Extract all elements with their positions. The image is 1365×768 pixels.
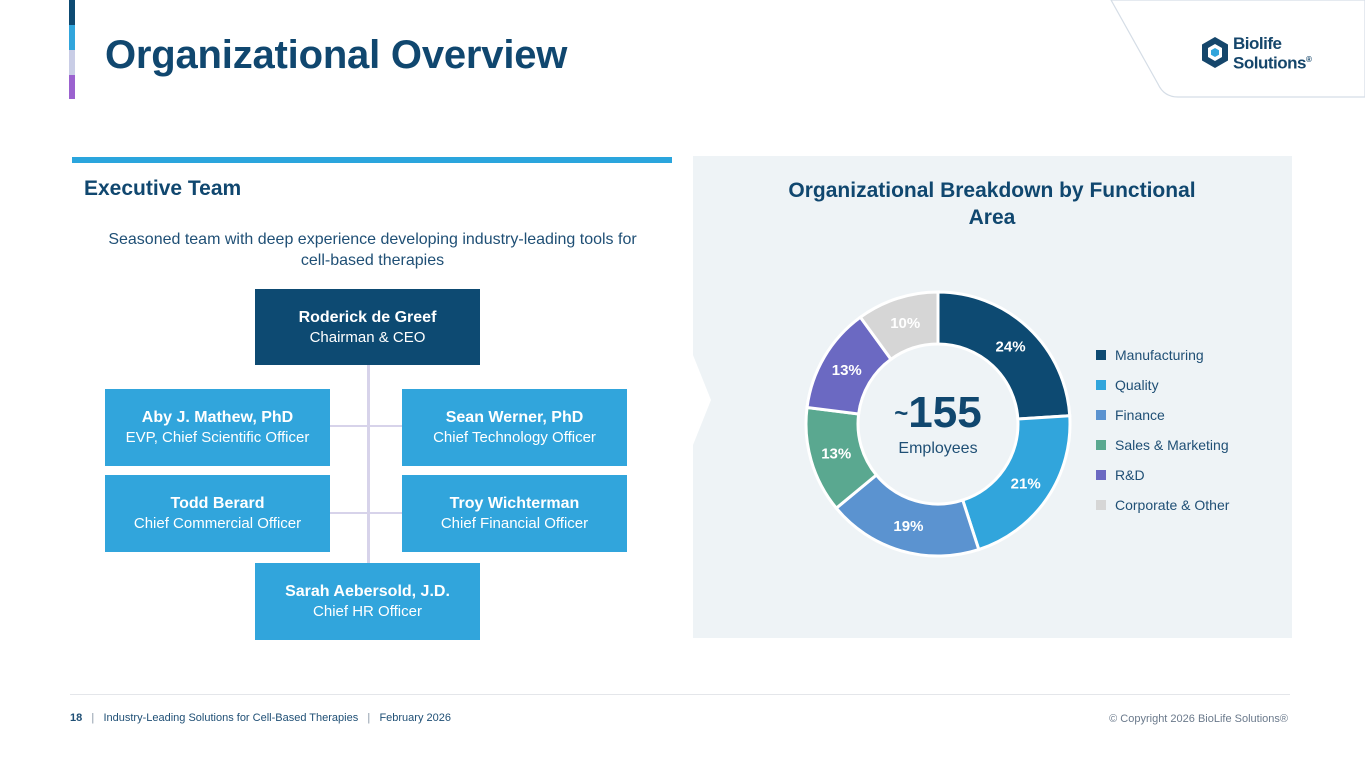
- footer-separator: |: [367, 712, 371, 724]
- org-box-chro: [255, 563, 480, 640]
- legend-label: Corporate & Other: [1115, 497, 1230, 513]
- executive-role: Chief Technology Officer: [433, 429, 596, 446]
- org-box-ceo: [255, 289, 480, 365]
- executive-role: Chief HR Officer: [313, 603, 422, 620]
- employee-count-value: 155: [908, 388, 982, 437]
- org-box-cfo: [402, 475, 627, 552]
- chart-title: Organizational Breakdown by Functional Area: [788, 179, 1196, 229]
- chart-legend: [1096, 340, 1229, 520]
- executive-name: Roderick de Greef: [298, 308, 437, 326]
- legend-item: [1096, 370, 1229, 400]
- executive-role: Chairman & CEO: [309, 328, 426, 346]
- executive-team-heading: Executive Team: [84, 177, 242, 200]
- legend-swatch: [1096, 350, 1106, 360]
- logo-wordmark: [1233, 36, 1311, 72]
- executive-role: EVP, Chief Scientific Officer: [125, 429, 310, 446]
- employee-count-tilde: ~: [894, 400, 909, 427]
- donut-data-label: 13%: [831, 362, 862, 380]
- legend-item: [1096, 340, 1229, 370]
- legend-swatch: [1096, 470, 1106, 480]
- executive-name: Todd Berard: [170, 495, 265, 512]
- executive-name: Aby J. Mathew, PhD: [141, 409, 294, 426]
- donut-data-label: 10%: [890, 315, 921, 333]
- donut-data-label: 24%: [995, 338, 1026, 356]
- employee-count-label: Employees: [898, 440, 978, 457]
- footer-copyright: © Copyright 2026 BioLife Solutions®: [1109, 713, 1288, 725]
- executive-team-subtitle: Seasoned team with deep experience developing industry-leading tools for cell-based therapies: [108, 231, 637, 269]
- logo-line-1: Biolife: [1233, 34, 1282, 53]
- employee-count: [868, 388, 1008, 438]
- footer-date: February 2026: [379, 712, 451, 724]
- donut-data-label: 21%: [1010, 475, 1041, 493]
- footer-separator: |: [91, 712, 95, 724]
- org-box-cso: [105, 389, 330, 466]
- panel-notch: [693, 355, 711, 445]
- org-box-cto: [402, 389, 627, 466]
- legend-label: Sales & Marketing: [1115, 437, 1229, 453]
- section-rule: [72, 157, 672, 163]
- executive-role: Chief Financial Officer: [440, 515, 589, 532]
- page-title: Organizational Overview: [105, 33, 568, 77]
- donut-data-label: 13%: [821, 445, 852, 463]
- logo-registered-mark: ®: [1305, 55, 1312, 64]
- legend-item: [1096, 400, 1229, 430]
- executive-role: Chief Commercial Officer: [133, 515, 302, 532]
- biolife-logo-icon: [1200, 36, 1230, 69]
- org-connector-row-1: [330, 425, 402, 427]
- executive-name: Sean Werner, PhD: [445, 409, 584, 426]
- logo-line-2: Solutions: [1233, 53, 1306, 73]
- org-connector-vertical: [367, 365, 370, 565]
- page-number: 18: [70, 712, 83, 724]
- footer-left: [70, 712, 451, 724]
- executive-name: Troy Wichterman: [449, 495, 580, 512]
- legend-swatch: [1096, 410, 1106, 420]
- legend-item: [1096, 490, 1229, 520]
- legend-swatch: [1096, 500, 1106, 510]
- legend-swatch: [1096, 380, 1106, 390]
- executive-name: Sarah Aebersold, J.D.: [285, 583, 450, 600]
- legend-label: Quality: [1115, 377, 1159, 393]
- legend-item: [1096, 430, 1229, 460]
- org-box-cco: [105, 475, 330, 552]
- legend-label: Finance: [1115, 407, 1165, 423]
- title-accent-bars: [69, 0, 75, 99]
- org-connector-row-2: [330, 512, 402, 514]
- legend-label: R&D: [1115, 467, 1145, 483]
- footer-rule: [70, 694, 1290, 695]
- footer-tagline: Industry-Leading Solutions for Cell-Based Therapies: [103, 712, 359, 724]
- legend-label: Manufacturing: [1115, 347, 1204, 363]
- donut-data-label: 19%: [893, 517, 924, 535]
- legend-item: [1096, 460, 1229, 490]
- legend-swatch: [1096, 440, 1106, 450]
